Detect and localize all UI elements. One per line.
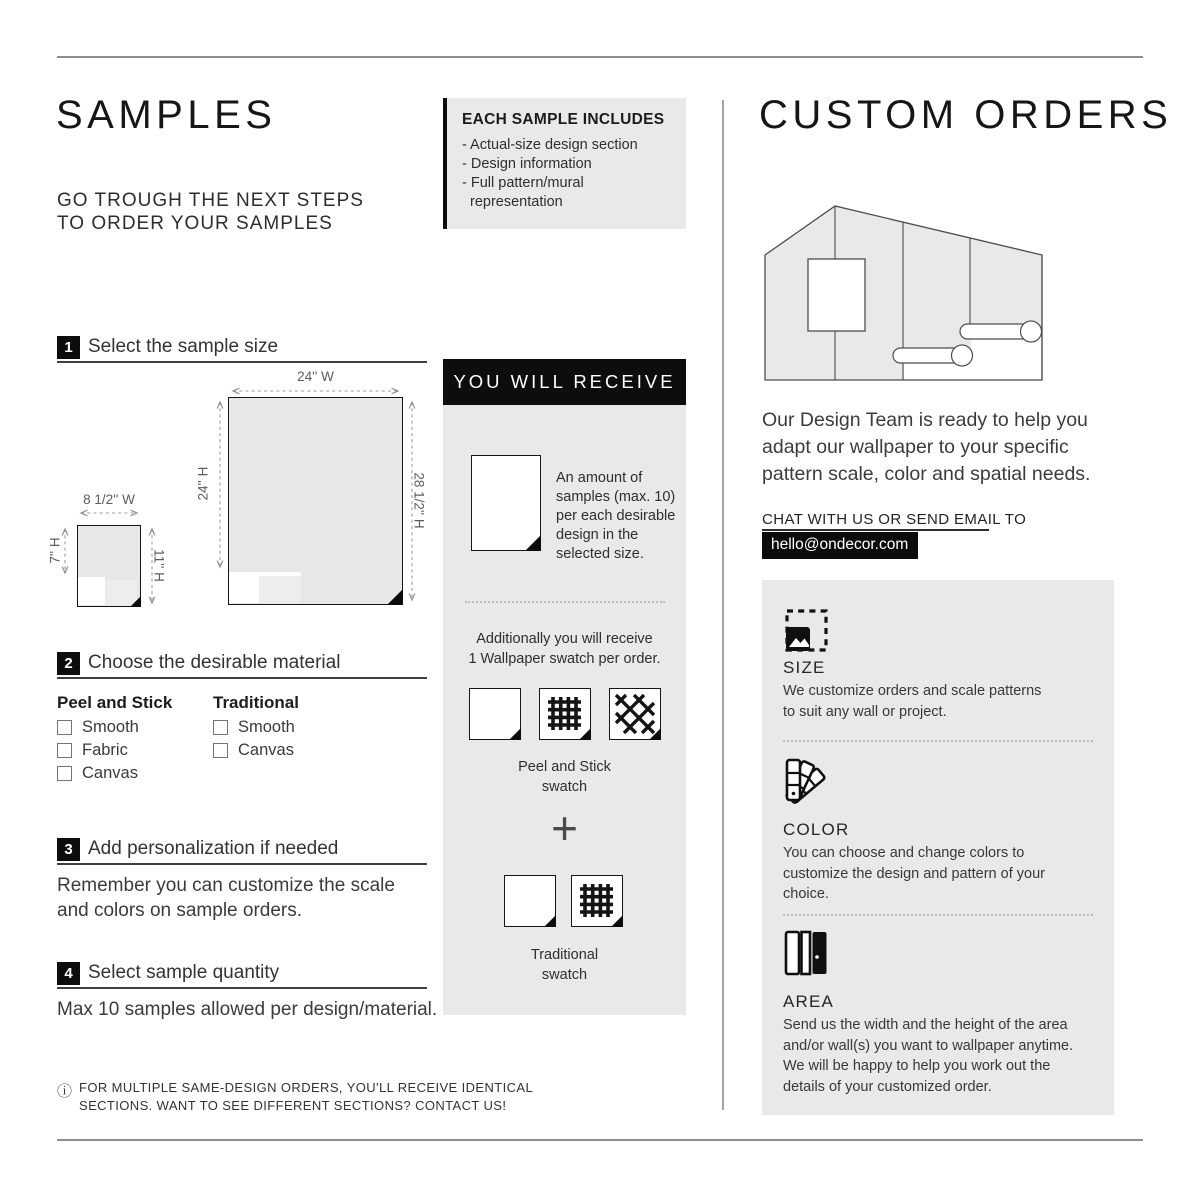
small-width-label: 8 1/2'' W: [83, 492, 135, 507]
area-text-line: details of your customized order.: [783, 1078, 992, 1095]
swatch-canvas-cross: [609, 688, 661, 740]
step-3-rule: [57, 863, 427, 865]
samples-subtitle: [57, 189, 364, 235]
footnote-line-1: FOR MULTIPLE SAME-DESIGN ORDERS, YOU'LL RECEIVE IDENTICAL: [79, 1080, 534, 1095]
size-title: SIZE: [783, 658, 826, 677]
samples-desc-line: per each desirable: [556, 508, 676, 524]
email-badge[interactable]: hello@ondecor.com: [762, 532, 918, 559]
checkbox-peel-smooth[interactable]: [57, 720, 72, 735]
step-4-label: Select sample quantity: [88, 962, 280, 983]
samples-desc-line: samples (max. 10): [556, 489, 676, 505]
column-divider: [722, 100, 724, 1110]
step-1-number: 1: [57, 336, 80, 359]
chat-underline: [762, 529, 989, 531]
receive-title: YOU WILL RECEIVE: [453, 371, 676, 392]
you-will-receive-header: [443, 359, 686, 405]
additionally-line: 1 Wallpaper swatch per order.: [468, 651, 661, 667]
area-title: AREA: [783, 992, 835, 1011]
step-1-rule: [57, 361, 427, 363]
sample-size-diagram: [47, 366, 427, 626]
size-text-line: We customize orders and scale patterns: [783, 683, 1042, 699]
samples-description: [556, 469, 675, 564]
includes-title: EACH SAMPLE INCLUDES: [462, 111, 665, 128]
step-1-label: Select the sample size: [88, 336, 279, 357]
material-option-trad-canvas[interactable]: [213, 741, 294, 760]
sample-sheet-icon: [471, 455, 541, 551]
area-door-icon: [783, 930, 829, 976]
samples-title: SAMPLES: [56, 93, 277, 137]
you-will-receive-panel: [443, 405, 686, 1015]
step-4-text: Max 10 samples allowed per design/material.: [57, 999, 438, 1020]
traditional-swatch-label-line: swatch: [541, 967, 588, 983]
info-icon: ⓘ: [57, 1083, 73, 1100]
material-label: Canvas: [82, 764, 138, 782]
color-title: COLOR: [783, 820, 850, 839]
subtitle-line-2: TO ORDER YOUR SAMPLES: [57, 213, 333, 234]
material-label: Canvas: [238, 741, 294, 759]
swatch-fold-corner: [544, 915, 556, 927]
includes-item-2: - Design information: [462, 156, 592, 172]
material-label: Smooth: [238, 718, 295, 736]
includes-item-1: - Actual-size design section: [462, 137, 638, 153]
color-text: [783, 843, 1045, 905]
small-sample-sheet: [77, 525, 141, 607]
swatch-smooth: [469, 688, 521, 740]
step-3-text-line-1: Remember you can customize the scale: [57, 875, 395, 896]
large-sample-sheet: [228, 397, 403, 605]
area-text-line: and/or wall(s) you want to wallpaper anytime.: [783, 1037, 1074, 1054]
material-option-peel-smooth[interactable]: [57, 718, 139, 737]
intro-line: pattern scale, color and spatial needs.: [762, 463, 1091, 485]
samples-desc-line: design in the: [556, 527, 639, 543]
footnote-line-2: SECTIONS. WANT TO SEE DIFFERENT SECTIONS? CONTACT US!: [79, 1098, 507, 1113]
peel-and-stick-title: Peel and Stick: [57, 693, 173, 712]
material-label: Smooth: [82, 718, 139, 736]
swatch-fold-corner: [579, 728, 591, 740]
intro-line: Our Design Team is ready to help you: [762, 409, 1088, 431]
custom-orders-title: CUSTOM ORDERS: [759, 93, 1173, 137]
large-width-label: 24'' W: [297, 369, 334, 384]
samples-desc-line: selected size.: [556, 546, 644, 562]
swatch-fold-corner: [509, 728, 521, 740]
checkbox-peel-canvas[interactable]: [57, 766, 72, 781]
area-text-line: We will be happy to help you work out the: [783, 1058, 1051, 1074]
panel-dotted-divider: [465, 601, 665, 603]
large-sample-inner-preview: [259, 576, 301, 603]
step-2-rule: [57, 677, 427, 679]
intro-line: adapt our wallpaper to your specific: [762, 436, 1069, 458]
footnote: [57, 1079, 533, 1115]
swatch-fold-corner: [649, 728, 661, 740]
traditional-swatch-label-line: Traditional: [530, 947, 599, 963]
traditional-swatch-label: [443, 945, 686, 985]
subtitle-line-1: GO TROUGH THE NEXT STEPS: [57, 190, 364, 211]
step-4-rule: [57, 987, 427, 989]
small-right-height-label: 11'' H: [151, 549, 167, 582]
large-sample-fold-corner: [387, 589, 403, 605]
small-sample-fold-corner: [130, 596, 141, 607]
swatch-fold-corner: [611, 915, 623, 927]
bottom-rule: [57, 1139, 1143, 1141]
material-label: Fabric: [82, 741, 128, 759]
size-icon: [783, 607, 829, 653]
material-option-peel-fabric[interactable]: [57, 741, 128, 760]
area-text-line: Send us the width and the height of the area: [783, 1017, 1068, 1033]
top-rule: [57, 56, 1143, 58]
size-text-line: to suit any wall or project.: [783, 703, 947, 720]
sheet-fold-corner: [525, 535, 541, 551]
chat-label: CHAT WITH US OR SEND EMAIL TO: [762, 511, 1027, 528]
custom-orders-card: [762, 580, 1114, 1115]
step-4-number: 4: [57, 962, 80, 985]
swatch-smooth-traditional: [504, 875, 556, 927]
color-swatch-icon: [783, 758, 829, 804]
includes-item-3: - Full pattern/mural representation: [462, 175, 584, 210]
additionally-text: [443, 629, 686, 669]
plus-icon: +: [551, 802, 578, 854]
peel-swatch-label: [443, 757, 686, 797]
peel-swatch-label-line: swatch: [541, 779, 588, 795]
large-right-height-label: 28 1/2'' H: [411, 472, 427, 529]
step-3-text: [57, 873, 395, 923]
size-text: [783, 681, 1041, 722]
material-option-peel-canvas[interactable]: [57, 764, 138, 783]
swatch-fabric-grid: [539, 688, 591, 740]
small-left-height-label: 7'' H: [47, 537, 63, 564]
samples-desc-line: An amount of: [556, 470, 643, 486]
color-text-line: customize the design and pattern of your: [783, 865, 1045, 882]
each-sample-includes-box: [443, 98, 686, 229]
color-text-line: choice.: [783, 886, 829, 902]
step-2-number: 2: [57, 652, 80, 675]
custom-orders-intro: [762, 407, 1090, 488]
step-3-text-line-2: and colors on sample orders.: [57, 900, 303, 921]
area-text: [783, 1015, 1073, 1097]
card-divider-2: [783, 914, 1093, 916]
card-divider-1: [783, 740, 1093, 742]
step-3-label: Add personalization if needed: [88, 838, 339, 859]
material-option-trad-smooth[interactable]: [213, 718, 295, 737]
checkbox-trad-smooth[interactable]: [213, 720, 228, 735]
step-3-number: 3: [57, 838, 80, 861]
small-sample-white-band: [78, 577, 105, 605]
step-2-label: Choose the desirable material: [88, 652, 341, 673]
checkbox-trad-canvas[interactable]: [213, 743, 228, 758]
additionally-line: Additionally you will receive: [476, 631, 653, 647]
color-text-line: You can choose and change colors to: [783, 845, 1025, 861]
swatch-canvas-grid: [571, 875, 623, 927]
checkbox-peel-fabric[interactable]: [57, 743, 72, 758]
large-left-height-label: 24'' H: [195, 466, 211, 501]
peel-swatch-label-line: Peel and Stick: [518, 759, 611, 775]
wallpaper-wall-illustration: [760, 198, 1045, 393]
traditional-title: Traditional: [213, 693, 299, 712]
